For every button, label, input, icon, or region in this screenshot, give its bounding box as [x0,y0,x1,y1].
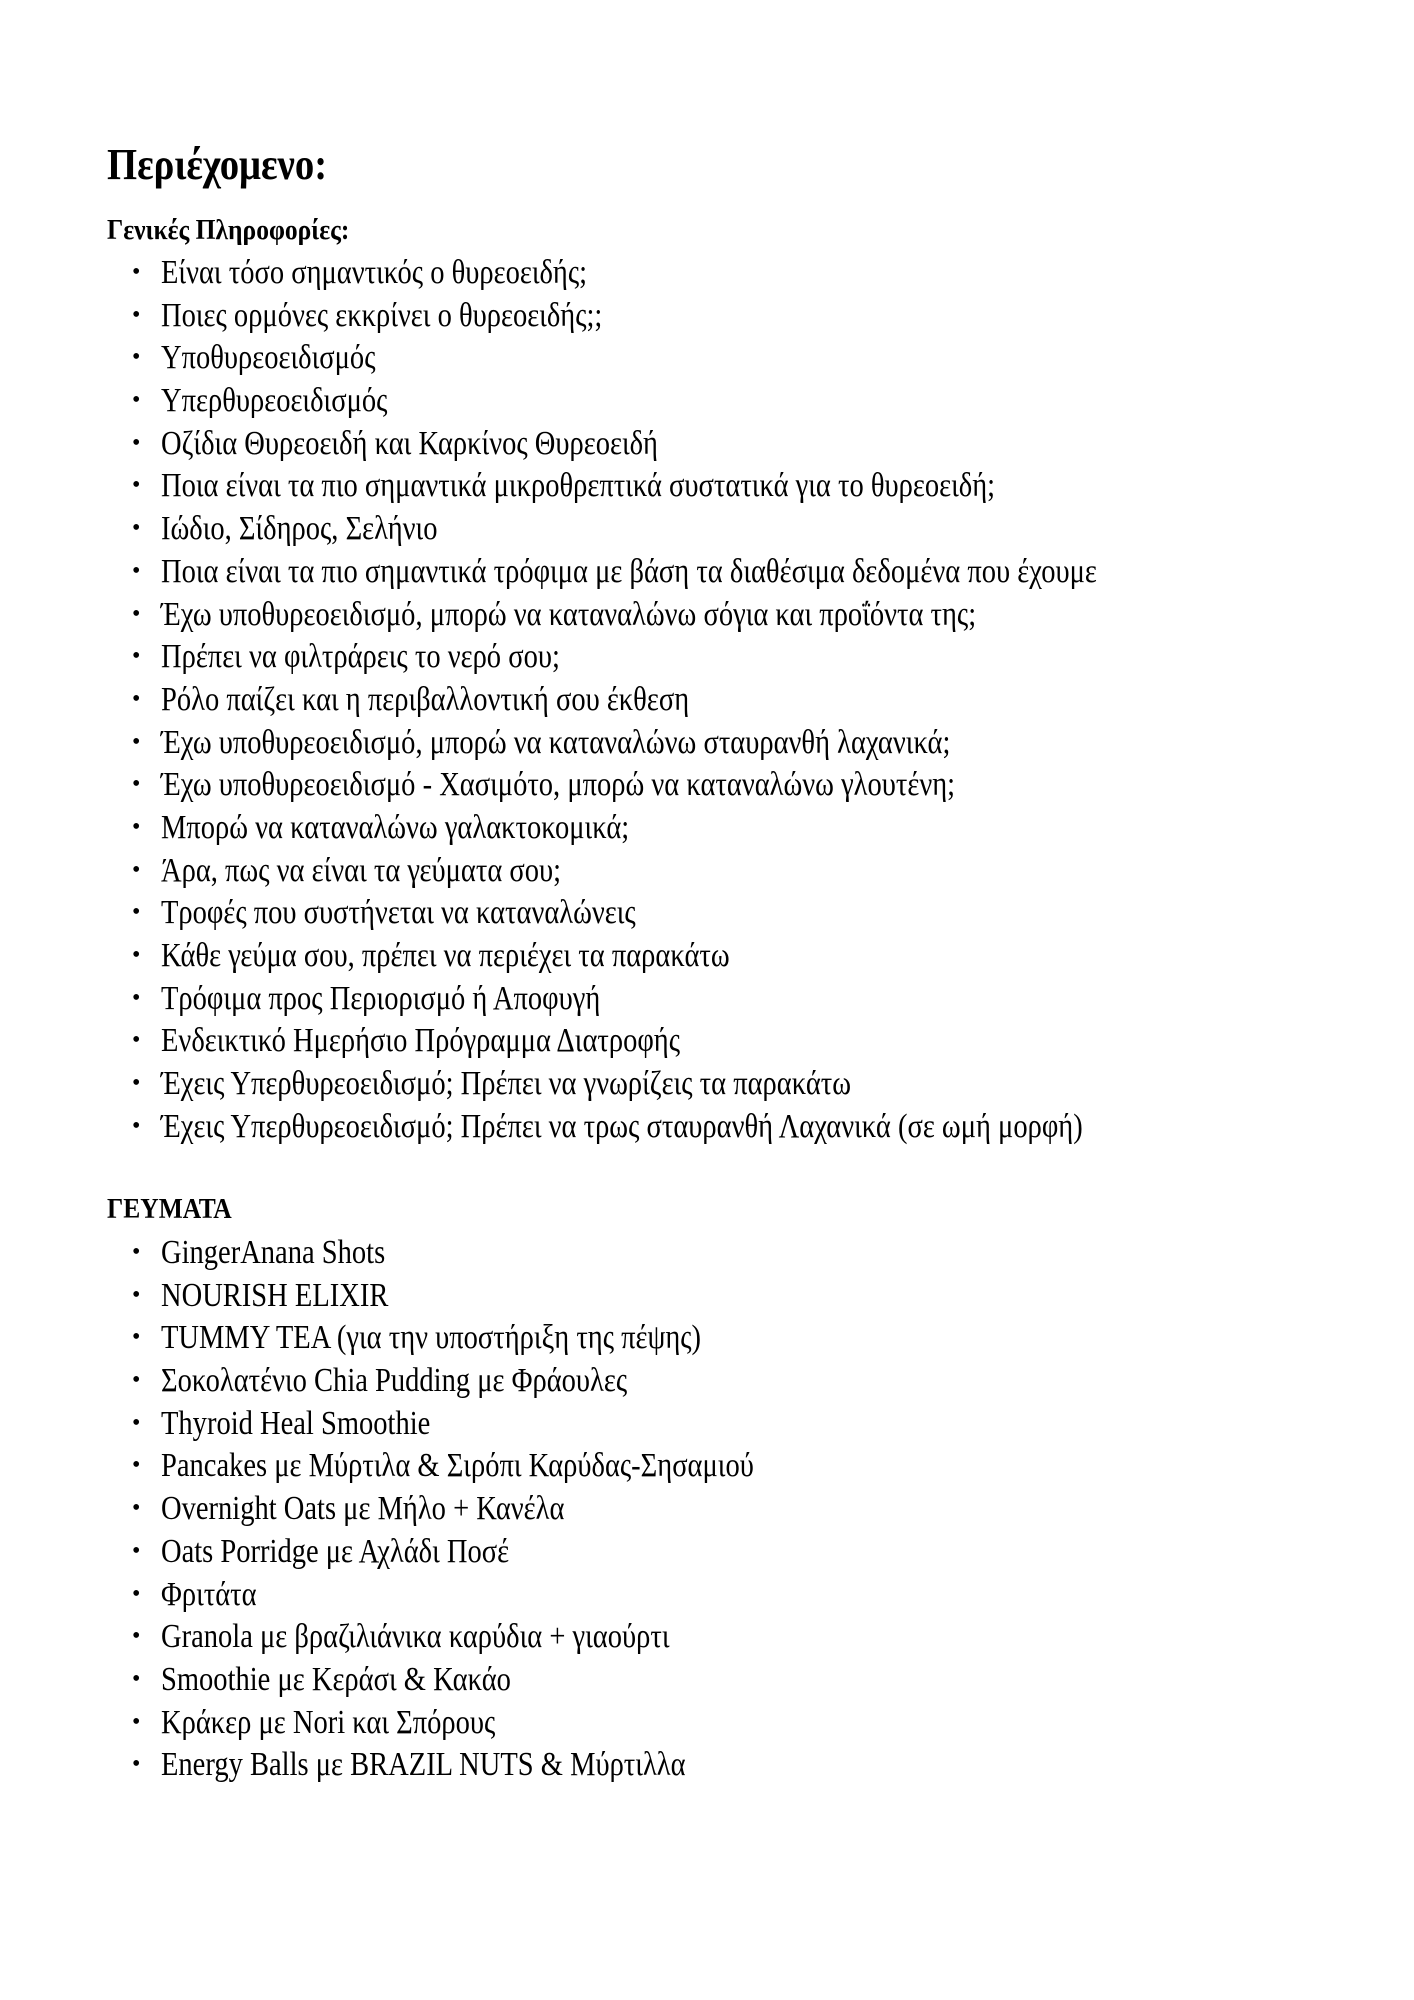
list-item[interactable] [107,550,1178,593]
list-item-label: Πρέπει να φιλτράρεις το νερό σου; [161,636,560,675]
list-item-label: Pancakes με Μύρτιλα & Σιρόπι Καρύδας-Σησαμιού [161,1445,754,1484]
list-item-label: Ιώδιο, Σίδηρος, Σελήνιο [161,508,438,547]
list-item-label: Granola με βραζιλιάνικα καρύδια + γιαούρτι [161,1616,670,1655]
bullet-icon: • [132,429,141,456]
list-item[interactable] [107,507,1178,550]
list-item[interactable] [107,422,1178,465]
list-item[interactable] [107,1105,1178,1148]
list-item-label: Έχω υποθυρεοειδισμό, μπορώ να καταναλώνω σόγια και προΐόντα της; [161,594,977,632]
list-item-label: Ποια είναι τα πιο σημαντικά τρόφιμα με βάση τα διαθέσιμα δεδομένα που έχουμε [161,551,1097,590]
bullet-icon: • [132,1665,141,1692]
list-item[interactable] [107,763,1178,806]
list-item[interactable] [107,464,1178,507]
list-item[interactable] [107,1615,805,1658]
bullet-icon: • [132,1452,141,1479]
bullet-icon: • [132,1623,141,1650]
bullet-icon: • [132,1027,141,1054]
bullet-icon: • [132,1112,141,1139]
bullet-icon: • [132,387,141,414]
list-item-label: Σοκολατένιο Chia Pudding με Φράουλες [161,1360,628,1399]
list-item[interactable] [107,1359,805,1402]
list-item[interactable] [107,977,1178,1020]
bullet-icon: • [132,643,141,670]
list-item[interactable] [107,336,1178,379]
bullet-icon: • [132,472,141,499]
list-item[interactable] [107,934,1178,977]
bullet-icon: • [132,515,141,542]
list-item[interactable] [107,294,1178,337]
list-item-label: GingerAnana Shots [161,1232,386,1271]
list-item[interactable] [107,1402,805,1445]
list-item[interactable] [107,1487,805,1530]
bullet-icon: • [132,1239,141,1265]
bullet-icon: • [132,1580,141,1607]
section-heading-meals: ΓΕΥΜΑΤΑ [107,1193,232,1225]
bullet-icon: • [132,685,141,712]
bullet-icon: • [132,1070,141,1097]
list-item[interactable] [107,1316,805,1359]
list-item-label: Ρόλο παίζει και η περιβαλλοντική σου έκθεση [161,679,690,718]
list-item[interactable] [107,1701,805,1744]
bullet-icon: • [132,600,141,627]
list-item-label: Oats Porridge με Αχλάδι Ποσέ [161,1531,510,1570]
list-item-label: Έχεις Υπερθυρεοειδισμό; Πρέπει να τρως σταυρανθή Λαχανικά (σε ωμή μορφή) [161,1106,1083,1145]
bullet-icon: • [132,1537,141,1564]
list-item[interactable] [107,251,1178,294]
list-item[interactable] [107,1062,1178,1105]
list-item-label: Thyroid Heal Smoothie [161,1403,431,1442]
bullet-icon: • [132,557,141,584]
bullet-icon: • [132,1324,141,1351]
list-item-label: TUMMY TEA (για την υποστήριξη της πέψης) [161,1317,702,1356]
bullet-icon: • [132,813,141,840]
page-title: Περιέχομενο: [107,140,328,189]
bullet-icon: • [132,856,141,883]
list-item[interactable] [107,1573,805,1616]
list-item-label: Overnight Oats με Μήλο + Κανέλα [161,1488,565,1527]
bullet-icon: • [132,301,141,328]
list-item-label: Άρα, πως να είναι τα γεύματα σου; [161,850,562,888]
list-item-label: Υπερθυρεοειδισμός [161,380,388,419]
bullet-icon: • [132,771,141,798]
list-item[interactable] [107,1274,805,1317]
list-item-label: Κράκερ με Nori και Σπόρους [161,1702,496,1740]
bullet-icon: • [132,1281,141,1308]
list-item-label: Είναι τόσο σημαντικός ο θυρεοειδής; [161,252,588,291]
list-item-label: Ποιες ορμόνες εκκρίνει ο θυρεοειδής;; [161,295,603,334]
meals-list [107,1231,805,1786]
list-item[interactable] [107,1019,1178,1062]
list-item-label: Μπορώ να καταναλώνω γαλακτοκομικά; [161,807,630,846]
list-item-label: Smoothie με Κεράσι & Κακάο [161,1659,511,1698]
general-info-list [107,251,1178,1147]
list-item[interactable] [107,678,1178,721]
bullet-icon: • [132,899,141,926]
bullet-icon: • [132,1495,141,1522]
list-item-label: Έχω υποθυρεοειδισμό, μπορώ να καταναλώνω σταυρανθή λαχανικά; [161,722,951,760]
bullet-icon: • [132,1751,141,1778]
list-item-label: Ενδεικτικό Ημερήσιο Πρόγραμμα Διατροφής [161,1020,681,1059]
list-item-label: Ποια είναι τα πιο σημαντικά μικροθρεπτικά συστατικά για το θυρεοειδή; [161,465,996,504]
list-item[interactable] [107,635,1178,678]
list-item-label: Έχεις Υπερθυρεοειδισμό; Πρέπει να γνωρίζεις τα παρακάτω [161,1063,852,1102]
list-item[interactable] [107,721,1178,764]
list-item[interactable] [107,593,1178,636]
list-item[interactable] [107,1743,805,1786]
list-item[interactable] [107,849,1178,892]
list-item-label: Energy Balls με BRAZIL NUTS & Μύρτιλλα [161,1744,686,1783]
list-item-label: Κάθε γεύμα σου, πρέπει να περιέχει τα παρακάτω [161,935,730,974]
list-item-label: Υποθυρεοειδισμός [161,337,376,376]
list-item[interactable] [107,1658,805,1701]
bullet-icon: • [132,942,141,968]
bullet-icon: • [132,344,141,371]
list-item-label: Φριτάτα [161,1574,257,1612]
list-item-label: Οζίδια Θυρεοειδή και Καρκίνος Θυρεοειδή [161,423,658,462]
list-item[interactable] [107,891,1178,934]
list-item[interactable] [107,379,1178,422]
bullet-icon: • [132,728,141,755]
list-item[interactable] [107,1231,805,1274]
section-heading-general-info: Γενικές Πληροφορίες: [107,214,350,246]
list-item-label: NOURISH ELIXIR [161,1275,389,1314]
bullet-icon: • [132,1708,141,1735]
list-item[interactable] [107,1530,805,1573]
list-item[interactable] [107,806,1178,849]
list-item-label: Έχω υποθυρεοειδισμό - Χασιμότο, μπορώ να καταναλώνω γλουτένη; [161,764,956,803]
bullet-icon: • [132,1367,141,1394]
list-item-label: Τροφές που συστήνεται να καταναλώνεις [161,892,636,931]
list-item[interactable] [107,1444,805,1487]
bullet-icon: • [132,259,141,285]
bullet-icon: • [132,1409,141,1436]
bullet-icon: • [132,984,141,1011]
list-item-label: Τρόφιμα προς Περιορισμό ή Αποφυγή [161,978,601,1017]
